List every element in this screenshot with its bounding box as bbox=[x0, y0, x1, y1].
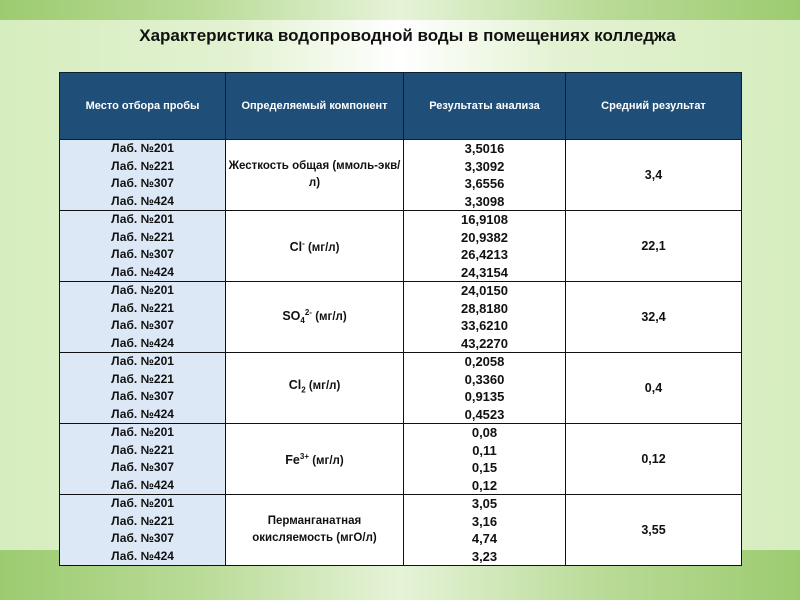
result-value: 20,9382 bbox=[461, 229, 508, 245]
result-value: 0,11 bbox=[472, 442, 497, 458]
component-unit: (мг/л) bbox=[315, 311, 347, 324]
results-cell bbox=[404, 282, 566, 353]
component-formula: Cl bbox=[289, 239, 303, 254]
place-label: Лаб. №424 bbox=[111, 193, 174, 208]
average-cell: 0,4 bbox=[566, 353, 742, 424]
table-row bbox=[60, 282, 742, 353]
result-value: 24,3154 bbox=[461, 264, 508, 280]
place-label: Лаб. №221 bbox=[111, 371, 174, 386]
results-cell bbox=[404, 353, 566, 424]
places-cell bbox=[60, 424, 226, 495]
component-name: Перманганатная окисляемость (мгО/л) bbox=[252, 515, 377, 544]
component-formula: SO bbox=[282, 309, 301, 324]
component-formula: Fe bbox=[285, 452, 300, 467]
place-label: Лаб. №424 bbox=[111, 406, 174, 421]
header-sampling-place: Место отбора пробы bbox=[60, 73, 226, 140]
place-label: Лаб. №424 bbox=[111, 477, 174, 492]
place-label: Лаб. №221 bbox=[111, 513, 174, 528]
result-value: 0,4523 bbox=[464, 406, 505, 422]
places-cell bbox=[60, 353, 226, 424]
results-cell bbox=[404, 495, 566, 566]
component-cell bbox=[226, 353, 404, 424]
component-cell bbox=[226, 211, 404, 282]
average-cell: 0,12 bbox=[566, 424, 742, 495]
component-unit: (мг/л) bbox=[312, 454, 344, 467]
slide-title: Характеристика водопроводной воды в помещениях колледжа bbox=[139, 26, 676, 45]
result-value: 43,2270 bbox=[461, 335, 508, 351]
place-label: Лаб. №221 bbox=[111, 442, 174, 457]
places-cell bbox=[60, 495, 226, 566]
result-value: 0,12 bbox=[471, 477, 498, 493]
table-row bbox=[60, 140, 742, 211]
table-body bbox=[60, 140, 742, 566]
place-label: Лаб. №221 bbox=[111, 229, 174, 244]
result-value: 3,05 bbox=[471, 496, 498, 511]
place-label: Лаб. №307 bbox=[111, 389, 174, 403]
result-value: 3,6556 bbox=[464, 176, 505, 191]
result-value: 26,4213 bbox=[461, 247, 508, 262]
place-label: Лаб. №201 bbox=[111, 283, 174, 297]
average-cell: 3,4 bbox=[566, 140, 742, 211]
average-cell: 32,4 bbox=[566, 282, 742, 353]
component-subscript: 4 bbox=[300, 316, 305, 326]
results-cell bbox=[404, 211, 566, 282]
result-value: 3,23 bbox=[471, 548, 498, 564]
water-analysis-table bbox=[59, 72, 742, 566]
place-label: Лаб. №307 bbox=[111, 460, 174, 474]
result-value: 0,15 bbox=[471, 460, 498, 475]
place-label: Лаб. №221 bbox=[111, 300, 174, 315]
header-component: Определяемый компонент bbox=[226, 73, 404, 140]
place-label: Лаб. №201 bbox=[111, 425, 174, 439]
component-cell bbox=[226, 282, 404, 353]
place-label: Лаб. №201 bbox=[111, 212, 174, 226]
result-value: 16,9108 bbox=[461, 212, 508, 227]
average-cell: 3,55 bbox=[566, 495, 742, 566]
result-value: 3,3092 bbox=[464, 158, 505, 174]
result-value: 3,3098 bbox=[464, 193, 505, 209]
places-cell bbox=[60, 211, 226, 282]
component-name: Жесткость общая (ммоль-экв/л) bbox=[228, 160, 401, 189]
place-label: Лаб. №221 bbox=[111, 158, 174, 173]
place-label: Лаб. №307 bbox=[111, 318, 174, 332]
table-row bbox=[60, 495, 742, 566]
component-charge: 3+ bbox=[299, 452, 310, 462]
component-formula: Cl bbox=[288, 378, 302, 393]
results-cell bbox=[404, 424, 566, 495]
table-row bbox=[60, 211, 742, 282]
place-label: Лаб. №201 bbox=[111, 141, 174, 155]
top-green-band bbox=[0, 0, 800, 20]
place-label: Лаб. №424 bbox=[111, 548, 174, 563]
table-header-row bbox=[60, 73, 742, 140]
result-value: 0,3360 bbox=[464, 371, 505, 387]
table-row bbox=[60, 424, 742, 495]
header-results: Результаты анализа bbox=[404, 73, 566, 140]
result-value: 0,2058 bbox=[464, 354, 505, 369]
place-label: Лаб. №424 bbox=[111, 335, 174, 350]
result-value: 4,74 bbox=[471, 531, 498, 546]
places-cell bbox=[60, 140, 226, 211]
result-value: 0,9135 bbox=[464, 389, 505, 404]
component-cell bbox=[226, 424, 404, 495]
average-cell: 22,1 bbox=[566, 211, 742, 282]
component-unit: (мг/л) bbox=[308, 380, 341, 393]
place-label: Лаб. №201 bbox=[111, 354, 174, 368]
table-row bbox=[60, 353, 742, 424]
result-value: 3,16 bbox=[471, 513, 498, 529]
result-value: 0,08 bbox=[471, 425, 498, 440]
header-average: Средний результат bbox=[566, 73, 742, 140]
places-cell bbox=[60, 282, 226, 353]
place-label: Лаб. №424 bbox=[111, 264, 174, 279]
component-unit: (мг/л) bbox=[307, 241, 340, 254]
component-subscript: 2 bbox=[301, 385, 306, 395]
place-label: Лаб. №307 bbox=[111, 531, 174, 545]
results-cell bbox=[404, 140, 566, 211]
component-cell bbox=[226, 495, 404, 566]
component-cell bbox=[226, 140, 404, 211]
result-value: 3,5016 bbox=[464, 141, 505, 156]
component-charge: 2- bbox=[304, 308, 312, 318]
result-value: 28,8180 bbox=[461, 300, 508, 316]
component-charge: - bbox=[302, 239, 305, 249]
place-label: Лаб. №307 bbox=[111, 176, 174, 190]
place-label: Лаб. №201 bbox=[111, 496, 174, 510]
result-value: 24,0150 bbox=[461, 283, 508, 298]
place-label: Лаб. №307 bbox=[111, 247, 174, 261]
result-value: 33,6210 bbox=[461, 318, 508, 333]
